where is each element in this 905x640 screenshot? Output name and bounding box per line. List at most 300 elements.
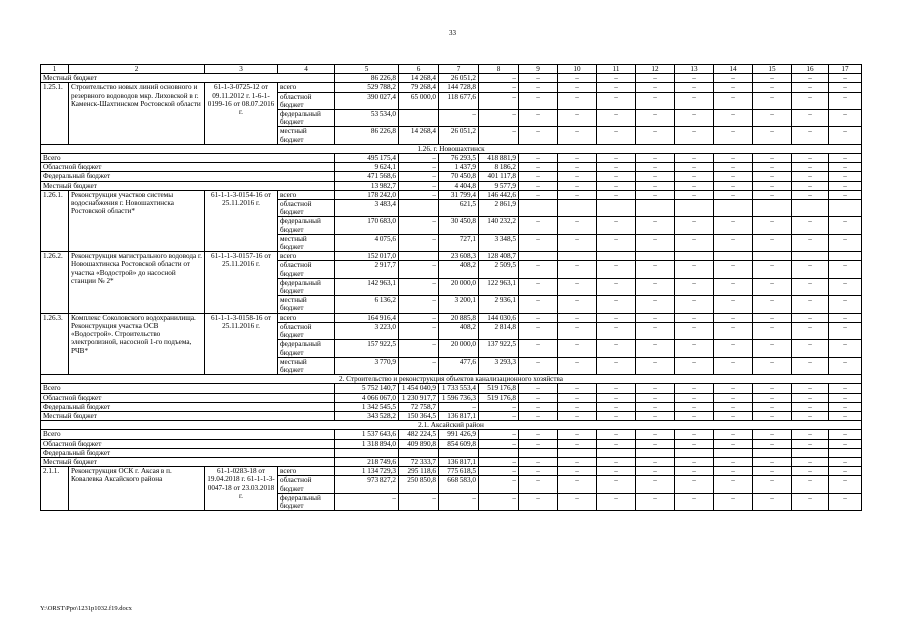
column-number: 16 xyxy=(792,65,829,74)
amount-cell: – xyxy=(714,357,753,374)
amount-cell: – xyxy=(675,457,714,466)
column-number: 11 xyxy=(597,65,636,74)
amount-cell: – xyxy=(675,322,714,339)
amount-cell: – xyxy=(519,357,558,374)
amount-cell: 79 268,4 xyxy=(399,83,439,92)
amount-cell: – xyxy=(558,154,597,163)
amount-cell: – xyxy=(714,439,753,448)
amount-cell: – xyxy=(597,154,636,163)
amount-cell: – xyxy=(675,74,714,83)
amount-cell: – xyxy=(597,411,636,420)
amount-cell: 775 618,5 xyxy=(439,467,479,476)
amount-cell: 136 817,1 xyxy=(439,411,479,420)
amount-cell: – xyxy=(519,439,558,448)
amount-cell: – xyxy=(829,313,862,322)
amount-cell: – xyxy=(558,493,597,510)
section-row xyxy=(41,144,862,153)
amount-cell: 727,1 xyxy=(439,234,479,251)
amount-cell: – xyxy=(792,74,829,83)
amount-cell: – xyxy=(519,92,558,109)
amount-cell: – xyxy=(399,357,439,374)
amount-cell: – xyxy=(792,476,829,493)
amount-cell: – xyxy=(519,190,558,199)
total-label: Федеральный бюджет xyxy=(41,172,335,181)
amount-cell: 3 348,5 xyxy=(479,234,519,251)
amount-cell xyxy=(558,252,597,261)
amount-cell: – xyxy=(519,313,558,322)
amount-cell: – xyxy=(439,402,479,411)
budget-table xyxy=(40,64,862,511)
amount-cell: – xyxy=(714,393,753,402)
amount-cell: – xyxy=(714,110,753,127)
amount-cell: – xyxy=(519,393,558,402)
amount-cell: 482 224,5 xyxy=(399,430,439,439)
amount-cell: – xyxy=(597,163,636,172)
amount-cell: – xyxy=(558,181,597,190)
amount-cell: – xyxy=(558,234,597,251)
amount-cell: – xyxy=(558,476,597,493)
amount-cell: – xyxy=(519,296,558,313)
amount-cell: 621,5 xyxy=(439,200,479,217)
amount-cell xyxy=(597,252,636,261)
amount-cell: 390 027,4 xyxy=(335,92,399,109)
amount-cell: – xyxy=(519,217,558,234)
amount-cell: – xyxy=(597,190,636,199)
amount-cell: – xyxy=(829,172,862,181)
amount-cell: – xyxy=(675,296,714,313)
amount-cell xyxy=(558,448,597,457)
amount-cell: 408,2 xyxy=(439,322,479,339)
amount-cell: – xyxy=(714,181,753,190)
total-row xyxy=(41,448,862,457)
table-row xyxy=(41,83,862,92)
amount-cell: – xyxy=(558,217,597,234)
amount-cell: – xyxy=(519,457,558,466)
amount-cell: 1 437,9 xyxy=(439,163,479,172)
funding-source: федеральный бюджет xyxy=(278,493,335,510)
amount-cell: – xyxy=(714,74,753,83)
funding-source: местный бюджет xyxy=(278,296,335,313)
amount-cell: – xyxy=(675,92,714,109)
amount-cell: – xyxy=(558,110,597,127)
amount-cell: 72 758,7 xyxy=(399,402,439,411)
amount-cell: – xyxy=(753,261,792,278)
amount-cell: 2 936,1 xyxy=(479,296,519,313)
amount-cell: 408,2 xyxy=(439,261,479,278)
amount-cell xyxy=(675,200,714,217)
amount-cell: – xyxy=(753,217,792,234)
amount-cell: 152 017,0 xyxy=(335,252,399,261)
amount-cell xyxy=(714,448,753,457)
amount-cell: – xyxy=(597,467,636,476)
amount-cell xyxy=(792,252,829,261)
amount-cell xyxy=(519,448,558,457)
amount-cell: – xyxy=(636,181,675,190)
amount-cell: – xyxy=(792,411,829,420)
amount-cell: – xyxy=(479,402,519,411)
amount-cell: 72 333,7 xyxy=(399,457,439,466)
total-label: Местный бюджет xyxy=(41,181,335,190)
amount-cell: 76 293,5 xyxy=(439,154,479,163)
amount-cell: – xyxy=(558,172,597,181)
amount-cell xyxy=(399,110,439,127)
amount-cell: – xyxy=(597,261,636,278)
amount-cell: – xyxy=(675,393,714,402)
amount-cell: – xyxy=(792,181,829,190)
total-row xyxy=(41,411,862,420)
funding-source: всего xyxy=(278,467,335,476)
amount-cell: – xyxy=(597,340,636,357)
amount-cell: – xyxy=(519,430,558,439)
amount-cell: – xyxy=(829,384,862,393)
amount-cell: – xyxy=(675,163,714,172)
amount-cell: – xyxy=(829,92,862,109)
amount-cell: – xyxy=(753,467,792,476)
total-row xyxy=(41,402,862,411)
amount-cell xyxy=(558,200,597,217)
amount-cell: – xyxy=(753,83,792,92)
amount-cell: – xyxy=(714,163,753,172)
amount-cell: – xyxy=(753,127,792,144)
section-row xyxy=(41,421,862,430)
table-row xyxy=(41,467,862,476)
amount-cell: – xyxy=(479,476,519,493)
amount-cell xyxy=(753,200,792,217)
amount-cell: – xyxy=(519,278,558,295)
amount-cell: 86 226,8 xyxy=(335,127,399,144)
amount-cell: – xyxy=(829,181,862,190)
amount-cell: – xyxy=(714,127,753,144)
total-row xyxy=(41,384,862,393)
expertise-document: 61-1-3-0725-12 от 09.11.2012 г. 1-6-1-0199-16 от 08.07.2016 г. xyxy=(205,83,278,144)
amount-cell: – xyxy=(597,172,636,181)
amount-cell xyxy=(675,448,714,457)
amount-cell: 495 175,4 xyxy=(335,154,399,163)
amount-cell: – xyxy=(636,313,675,322)
amount-cell: – xyxy=(829,296,862,313)
section-title: 2.1. Аксайский район xyxy=(41,421,862,430)
amount-cell: 4 404,8 xyxy=(439,181,479,190)
amount-cell: – xyxy=(335,493,399,510)
amount-cell: – xyxy=(597,74,636,83)
amount-cell: – xyxy=(558,393,597,402)
amount-cell: 157 922,5 xyxy=(335,340,399,357)
amount-cell: – xyxy=(829,190,862,199)
amount-cell: – xyxy=(399,163,439,172)
expertise-document: 61-1-1-3-0154-16 от 25.11.2016 г. xyxy=(205,190,278,251)
amount-cell: – xyxy=(597,217,636,234)
amount-cell: – xyxy=(792,402,829,411)
amount-cell: – xyxy=(714,457,753,466)
amount-cell: 418 881,9 xyxy=(479,154,519,163)
amount-cell: 86 226,8 xyxy=(335,74,399,83)
amount-cell: – xyxy=(675,340,714,357)
amount-cell: 668 583,0 xyxy=(439,476,479,493)
amount-cell: – xyxy=(558,127,597,144)
amount-cell: – xyxy=(636,110,675,127)
column-number: 5 xyxy=(335,65,399,74)
amount-cell: – xyxy=(753,476,792,493)
amount-cell: – xyxy=(597,127,636,144)
amount-cell xyxy=(519,252,558,261)
total-row xyxy=(41,172,862,181)
total-row xyxy=(41,439,862,448)
amount-cell: – xyxy=(519,261,558,278)
amount-cell: – xyxy=(714,340,753,357)
page-number: 33 xyxy=(449,29,456,37)
amount-cell xyxy=(753,252,792,261)
funding-source: федеральный бюджет xyxy=(278,340,335,357)
table-body xyxy=(41,65,862,511)
amount-cell: – xyxy=(829,439,862,448)
amount-cell: – xyxy=(675,493,714,510)
amount-cell: – xyxy=(675,439,714,448)
total-label: Местный бюджет xyxy=(41,74,335,83)
amount-cell xyxy=(714,252,753,261)
amount-cell: – xyxy=(636,476,675,493)
amount-cell xyxy=(792,200,829,217)
funding-source: областной бюджет xyxy=(278,92,335,109)
amount-cell: – xyxy=(558,340,597,357)
funding-source: областной бюджет xyxy=(278,322,335,339)
amount-cell: – xyxy=(675,83,714,92)
amount-cell: – xyxy=(829,127,862,144)
amount-cell: 477,6 xyxy=(439,357,479,374)
amount-cell: – xyxy=(792,261,829,278)
amount-cell: – xyxy=(636,393,675,402)
amount-cell: – xyxy=(597,393,636,402)
amount-cell: 20 885,8 xyxy=(439,313,479,322)
amount-cell: – xyxy=(675,384,714,393)
amount-cell: – xyxy=(675,172,714,181)
amount-cell: – xyxy=(479,439,519,448)
amount-cell: 8 186,2 xyxy=(479,163,519,172)
amount-cell: – xyxy=(636,127,675,144)
amount-cell: – xyxy=(714,384,753,393)
amount-cell: – xyxy=(558,313,597,322)
amount-cell: – xyxy=(714,430,753,439)
funding-source: всего xyxy=(278,252,335,261)
amount-cell: – xyxy=(675,278,714,295)
amount-cell: – xyxy=(675,402,714,411)
amount-cell: 170 683,0 xyxy=(335,217,399,234)
amount-cell: – xyxy=(597,92,636,109)
amount-cell: – xyxy=(519,322,558,339)
amount-cell: – xyxy=(636,340,675,357)
section-title: 1.26. г. Новошахтинск xyxy=(41,144,862,153)
amount-cell: – xyxy=(479,411,519,420)
amount-cell: – xyxy=(829,74,862,83)
total-label: Федеральный бюджет xyxy=(41,402,335,411)
column-number: 15 xyxy=(753,65,792,74)
amount-cell: 529 788,2 xyxy=(335,83,399,92)
expertise-document: 61-1-0283-18 от 19.04.2018 г. 61-1-1-3-0047-18 от 23.03.2018 г. xyxy=(205,467,278,511)
amount-cell: – xyxy=(558,439,597,448)
amount-cell: – xyxy=(597,384,636,393)
amount-cell: – xyxy=(675,190,714,199)
amount-cell: – xyxy=(675,476,714,493)
amount-cell: – xyxy=(714,493,753,510)
amount-cell: 991 426,9 xyxy=(439,430,479,439)
amount-cell: – xyxy=(675,234,714,251)
amount-cell: – xyxy=(636,74,675,83)
amount-cell xyxy=(675,252,714,261)
amount-cell: – xyxy=(636,296,675,313)
amount-cell: – xyxy=(753,439,792,448)
amount-cell: – xyxy=(792,313,829,322)
amount-cell: – xyxy=(792,430,829,439)
expertise-document: 61-1-1-3-0158-16 от 25.11.2016 г. xyxy=(205,313,278,374)
amount-cell: – xyxy=(636,278,675,295)
amount-cell: 343 528,2 xyxy=(335,411,399,420)
amount-cell: – xyxy=(753,154,792,163)
amount-cell xyxy=(439,448,479,457)
amount-cell: – xyxy=(636,384,675,393)
amount-cell: – xyxy=(792,439,829,448)
amount-cell: 250 850,8 xyxy=(399,476,439,493)
amount-cell: 118 677,6 xyxy=(439,92,479,109)
total-label: Областной бюджет xyxy=(41,163,335,172)
amount-cell: – xyxy=(636,190,675,199)
amount-cell: – xyxy=(558,83,597,92)
funding-source: федеральный бюджет xyxy=(278,217,335,234)
amount-cell: – xyxy=(519,493,558,510)
amount-cell: – xyxy=(399,172,439,181)
amount-cell: – xyxy=(792,92,829,109)
amount-cell: – xyxy=(675,127,714,144)
amount-cell: 1 733 553,4 xyxy=(439,384,479,393)
amount-cell: 1 342 545,5 xyxy=(335,402,399,411)
amount-cell: – xyxy=(753,384,792,393)
amount-cell: – xyxy=(714,172,753,181)
amount-cell: – xyxy=(558,402,597,411)
amount-cell: – xyxy=(829,402,862,411)
amount-cell: – xyxy=(792,322,829,339)
amount-cell: 3 200,1 xyxy=(439,296,479,313)
amount-cell: – xyxy=(399,154,439,163)
column-number: 7 xyxy=(439,65,479,74)
amount-cell: – xyxy=(558,296,597,313)
amount-cell: 23 608,3 xyxy=(439,252,479,261)
amount-cell: – xyxy=(636,467,675,476)
amount-cell: 218 749,6 xyxy=(335,457,399,466)
amount-cell: – xyxy=(829,476,862,493)
amount-cell: – xyxy=(753,322,792,339)
amount-cell: 5 752 140,7 xyxy=(335,384,399,393)
column-number: 3 xyxy=(205,65,278,74)
amount-cell: – xyxy=(753,357,792,374)
amount-cell: – xyxy=(558,322,597,339)
amount-cell: 6 136,2 xyxy=(335,296,399,313)
total-label: Всего xyxy=(41,154,335,163)
column-number: 9 xyxy=(519,65,558,74)
amount-cell: – xyxy=(792,357,829,374)
amount-cell: 30 450,8 xyxy=(439,217,479,234)
section-row xyxy=(41,375,862,384)
amount-cell: – xyxy=(714,154,753,163)
amount-cell: – xyxy=(753,340,792,357)
project-name: Комплекс Соколовского водохранилища. Реконструкция участка ОСВ «Водострой». Строительство электролизной, насосной 1-го подъема, РЧВ* xyxy=(69,313,205,374)
amount-cell: – xyxy=(792,278,829,295)
amount-cell: – xyxy=(753,234,792,251)
amount-cell: 295 118,6 xyxy=(399,467,439,476)
amount-cell: – xyxy=(829,154,862,163)
amount-cell: – xyxy=(558,357,597,374)
amount-cell: 122 963,1 xyxy=(479,278,519,295)
amount-cell: – xyxy=(399,181,439,190)
amount-cell: – xyxy=(792,154,829,163)
amount-cell: 1 230 917,7 xyxy=(399,393,439,402)
amount-cell: – xyxy=(714,411,753,420)
amount-cell: 9 577,9 xyxy=(479,181,519,190)
amount-cell: – xyxy=(519,384,558,393)
amount-cell: – xyxy=(753,493,792,510)
amount-cell: 3 223,0 xyxy=(335,322,399,339)
amount-cell: 53 534,0 xyxy=(335,110,399,127)
amount-cell: – xyxy=(399,217,439,234)
amount-cell: – xyxy=(753,110,792,127)
amount-cell: – xyxy=(479,127,519,144)
amount-cell: – xyxy=(753,393,792,402)
amount-cell: 3 483,4 xyxy=(335,200,399,217)
amount-cell: – xyxy=(829,110,862,127)
amount-cell: – xyxy=(597,402,636,411)
amount-cell: – xyxy=(714,402,753,411)
amount-cell: – xyxy=(558,74,597,83)
amount-cell: – xyxy=(714,217,753,234)
amount-cell: – xyxy=(519,476,558,493)
amount-cell: – xyxy=(792,217,829,234)
total-row xyxy=(41,163,862,172)
total-label: Областной бюджет xyxy=(41,439,335,448)
table-row xyxy=(41,313,862,322)
amount-cell: 401 117,8 xyxy=(479,172,519,181)
amount-cell: – xyxy=(399,234,439,251)
amount-cell: 13 982,7 xyxy=(335,181,399,190)
amount-cell xyxy=(636,448,675,457)
amount-cell xyxy=(714,200,753,217)
amount-cell: – xyxy=(636,402,675,411)
amount-cell: 164 916,4 xyxy=(335,313,399,322)
funding-source: всего xyxy=(278,190,335,199)
amount-cell: – xyxy=(753,181,792,190)
total-label: Всего xyxy=(41,384,335,393)
section-title: 2. Строительство и реконструкция объектов канализационного хозяйства xyxy=(41,375,862,384)
amount-cell: – xyxy=(597,234,636,251)
amount-cell: 136 817,1 xyxy=(439,457,479,466)
amount-cell: – xyxy=(675,181,714,190)
amount-cell xyxy=(335,448,399,457)
amount-cell: – xyxy=(479,110,519,127)
project-name: Реконструкция ОСК г. Аксая в п. Ковалевка Аксайского района xyxy=(69,467,205,511)
amount-cell xyxy=(636,252,675,261)
funding-source: местный бюджет xyxy=(278,127,335,144)
amount-cell: – xyxy=(829,340,862,357)
amount-cell: – xyxy=(792,110,829,127)
column-number: 17 xyxy=(829,65,862,74)
amount-cell xyxy=(829,200,862,217)
amount-cell: – xyxy=(558,411,597,420)
project-name: Строительство новых линий основного и резервного водоводов мкр. Лиховской в г. Каменск-Шахтинском Ростовской области xyxy=(69,83,205,144)
amount-cell xyxy=(597,448,636,457)
amount-cell: – xyxy=(519,163,558,172)
column-number: 2 xyxy=(69,65,205,74)
amount-cell: – xyxy=(753,402,792,411)
item-number: 1.25.1. xyxy=(41,83,69,144)
amount-cell: 4 066 067,0 xyxy=(335,393,399,402)
funding-source: областной бюджет xyxy=(278,261,335,278)
amount-cell: – xyxy=(479,74,519,83)
